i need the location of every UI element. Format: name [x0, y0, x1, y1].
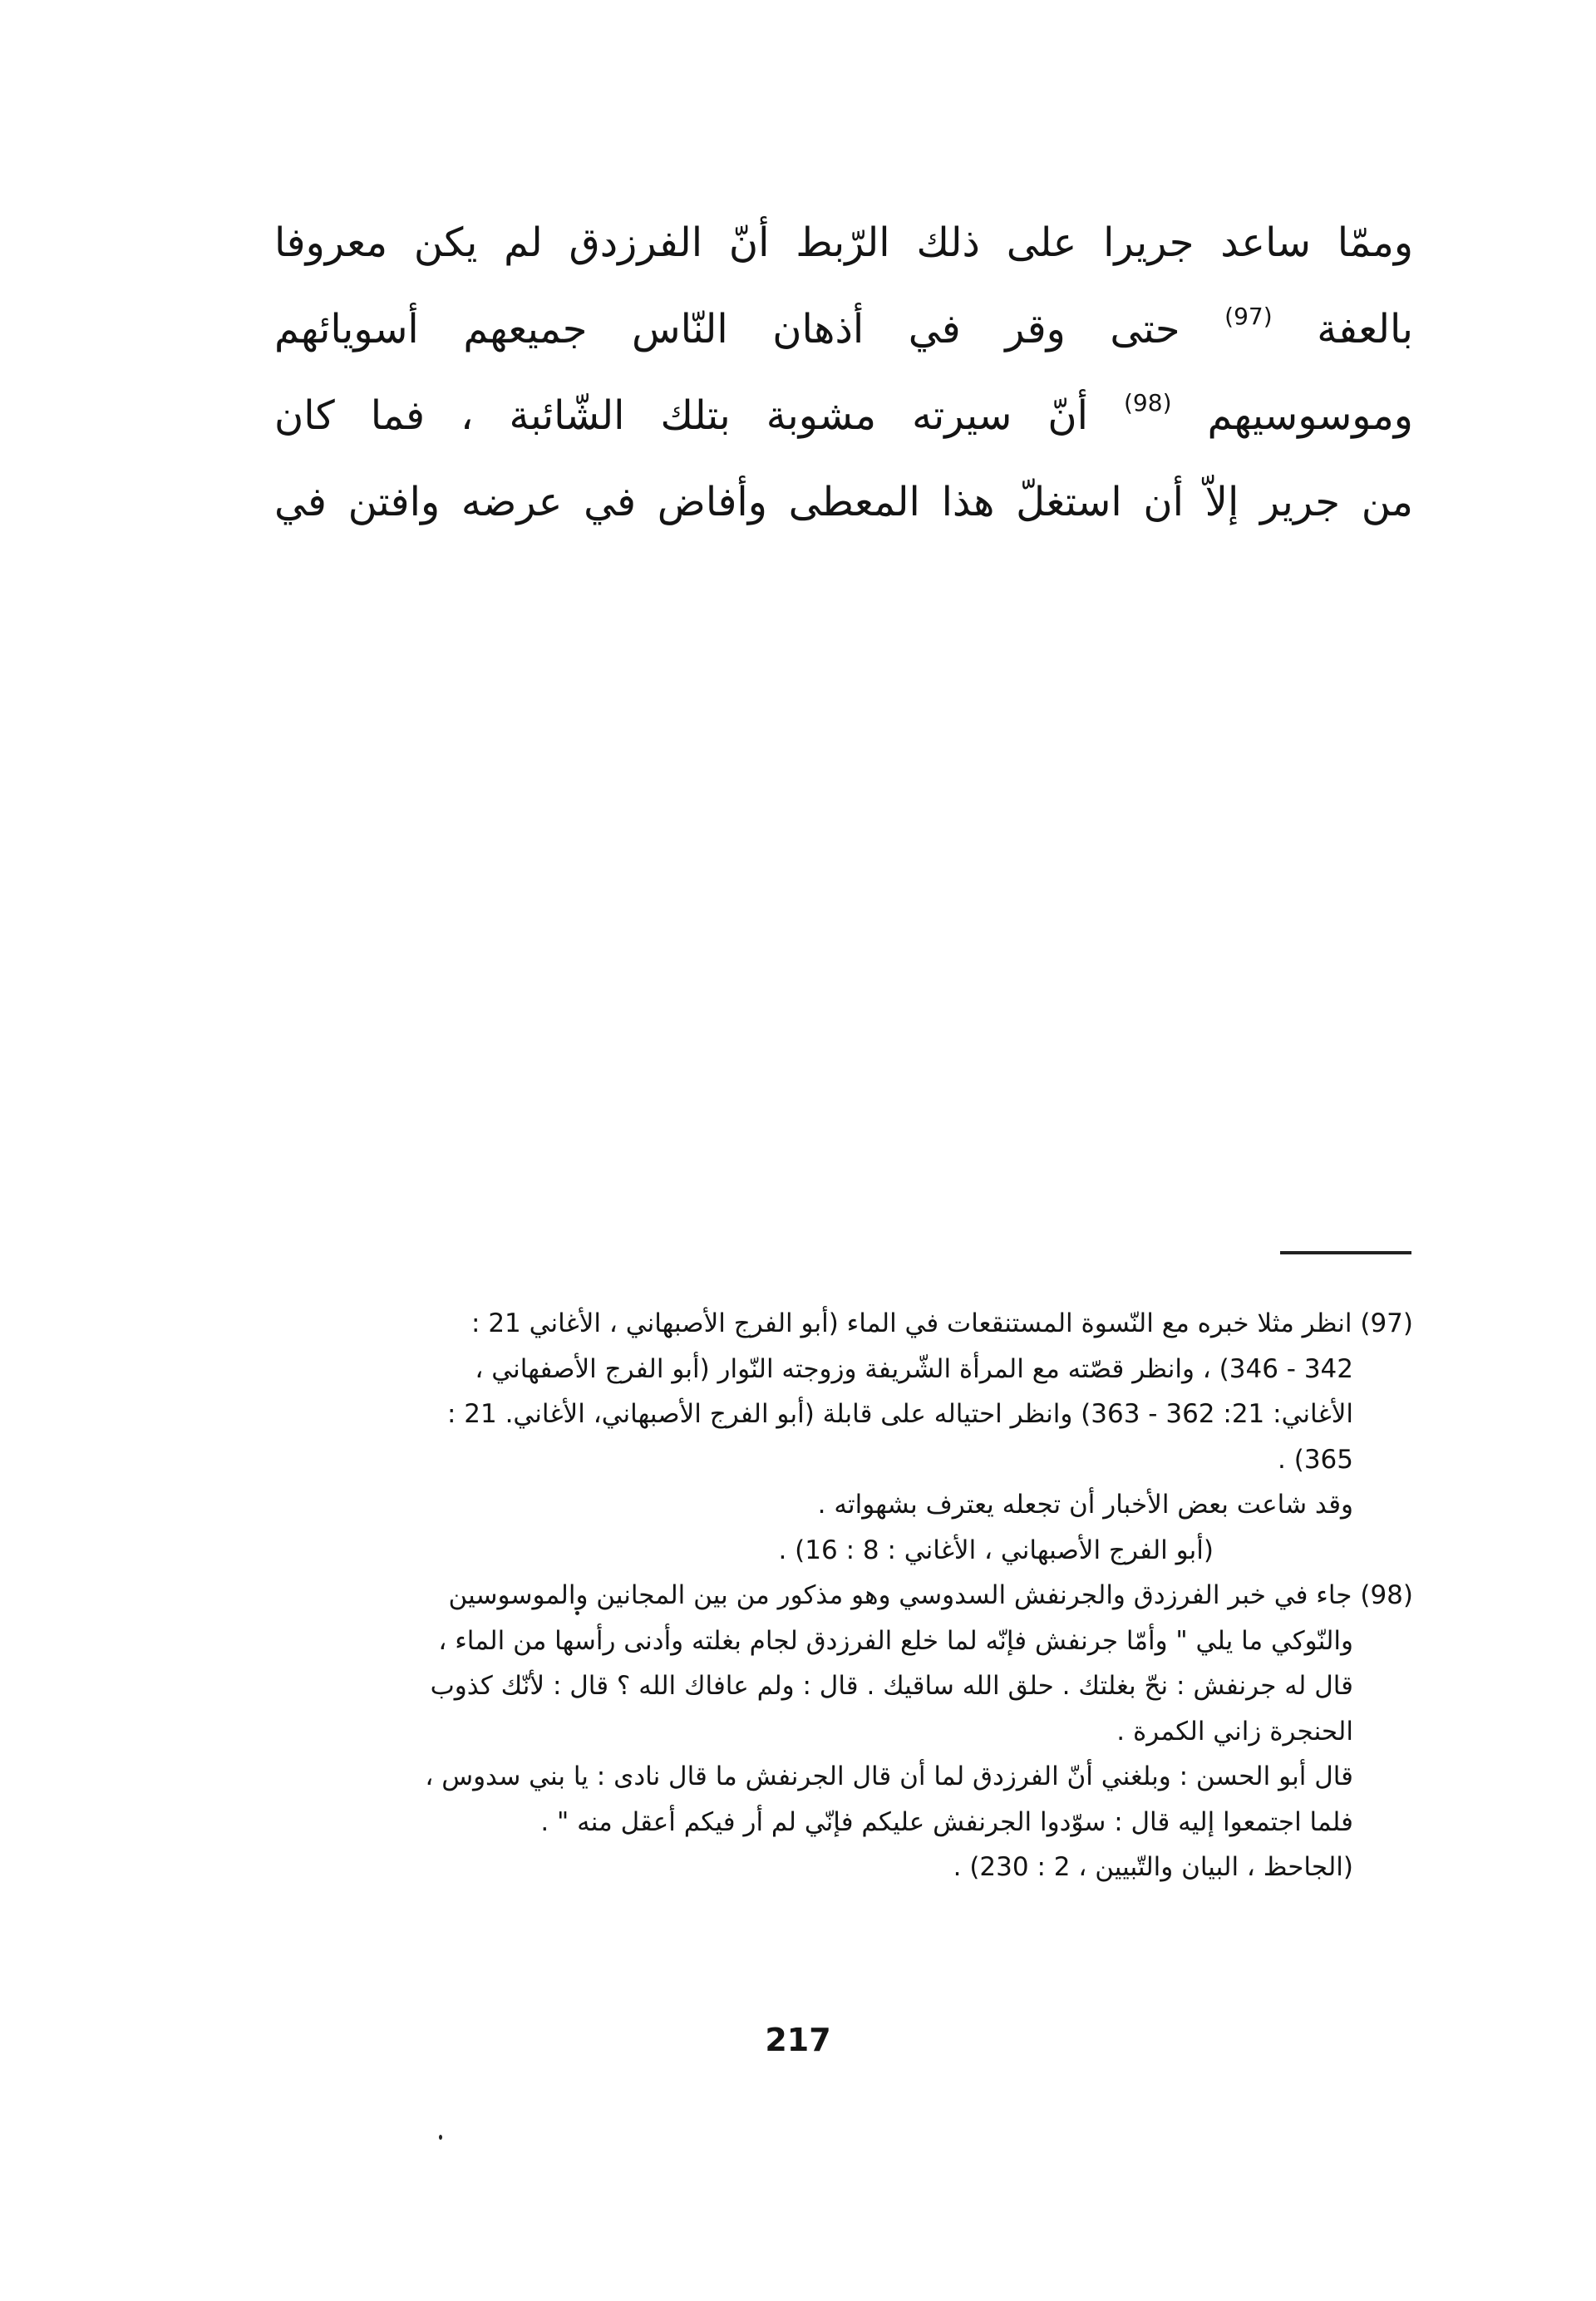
footnote-97-line-2: 342 - 346) ، وانظر قصّته مع المرأة الشّريفة وزوجته النّوار (أبو الفرج الأصفهاني ، — [475, 1353, 1353, 1384]
footnote-98-line-2: والنّوكي ما يلي " وأمّا جرنفش فإنّه لما خلع الفرزدق لجام بغلته وأدنى رأسها من الماء ، — [438, 1625, 1353, 1656]
footnote-98-line-3: قال له جرنفش : نحّ بغلتك . حلق الله ساقيك . قال : ولم عافاك الله ؟ قال : لأنّك كذوب — [430, 1671, 1353, 1701]
footnote-97-text-1: انظر مثلا خبره مع النّسوة المستنقعات في الماء (أبو الفرج الأصبهاني ، الأغاني 21 : — [471, 1308, 1352, 1338]
footnote-98-line-6: فلما اجتمعوا إليه قال : سوّدوا الجرنفش عليكم فإنّي لم أر فيكم أعقل منه " . — [540, 1806, 1353, 1837]
footnote-97-line-4: 365) . — [1278, 1444, 1353, 1475]
footnote-98-citation: (الجاحظ ، البيان والتّبيين ، 2 : 230) . — [953, 1852, 1353, 1882]
footnote-ref-98[interactable]: (98) — [1123, 389, 1172, 416]
body-line-3-end: أنّ سيرته مشوبة بتلك الشّائبة ، فما كان — [274, 392, 1088, 439]
body-line-3-start: وموسوسيهم — [1207, 392, 1413, 439]
body-line-2-start: بالعفة — [1317, 306, 1413, 352]
footnotes — [274, 1301, 1413, 1890]
scan-speck — [575, 1611, 579, 1615]
body-line-2-end: حتى وقر في أذهان النّاس جميعهم أسويائهم — [274, 306, 1180, 352]
footnote-97 — [274, 1301, 1413, 1573]
footnote-97-line-5: وقد شاعت بعض الأخبار أن تجعله يعترف بشهواته . — [817, 1490, 1353, 1520]
footnote-97-number: (97) — [1360, 1308, 1413, 1338]
footnote-97-line-3: الأغاني: 21: 362 - 363) وانظر احتياله على قابلة (أبو الفرج الأصبهاني، الأغاني. 21 : — [446, 1399, 1353, 1429]
footnote-98-number: (98) — [1360, 1580, 1413, 1610]
body-paragraph — [274, 200, 1413, 545]
body-line-1: وممّا ساعد جريرا على ذلك الرّبط أنّ الفرزدق لم يكن معروفا — [274, 219, 1413, 266]
footnote-98-line-4: الحنجرة زاني الكمرة . — [1116, 1716, 1353, 1747]
footnote-separator — [1280, 1251, 1411, 1254]
body-line-4: من جرير إلاّ أن استغلّ هذا المعطى وأفاض في عرضه وافتن في — [274, 479, 1413, 525]
body-line-2 — [274, 286, 1413, 372]
footnote-98-text-1: جاء في خبر الفرزدق والجرنفش السدوسي وهو مذكور من بين المجانين والموسوسين — [448, 1580, 1352, 1610]
footnote-ref-97[interactable]: (97) — [1224, 303, 1273, 330]
body-line-3 — [274, 372, 1413, 459]
footnote-97-citation: (أبو الفرج الأصبهاني ، الأغاني : 8 : 16) . — [778, 1535, 1214, 1565]
footnote-98-line-5: قال أبو الحسن : وبلغني أنّ الفرزدق لما أن قال الجرنفش ما قال نادى : يا بني سدوس ، — [425, 1761, 1353, 1791]
footnote-97-line-1 — [274, 1301, 1413, 1347]
footnote-98-line-1 — [274, 1573, 1413, 1619]
page-number: 217 — [765, 2022, 831, 2058]
footnote-98 — [274, 1573, 1413, 1890]
scan-speck — [439, 2135, 442, 2140]
